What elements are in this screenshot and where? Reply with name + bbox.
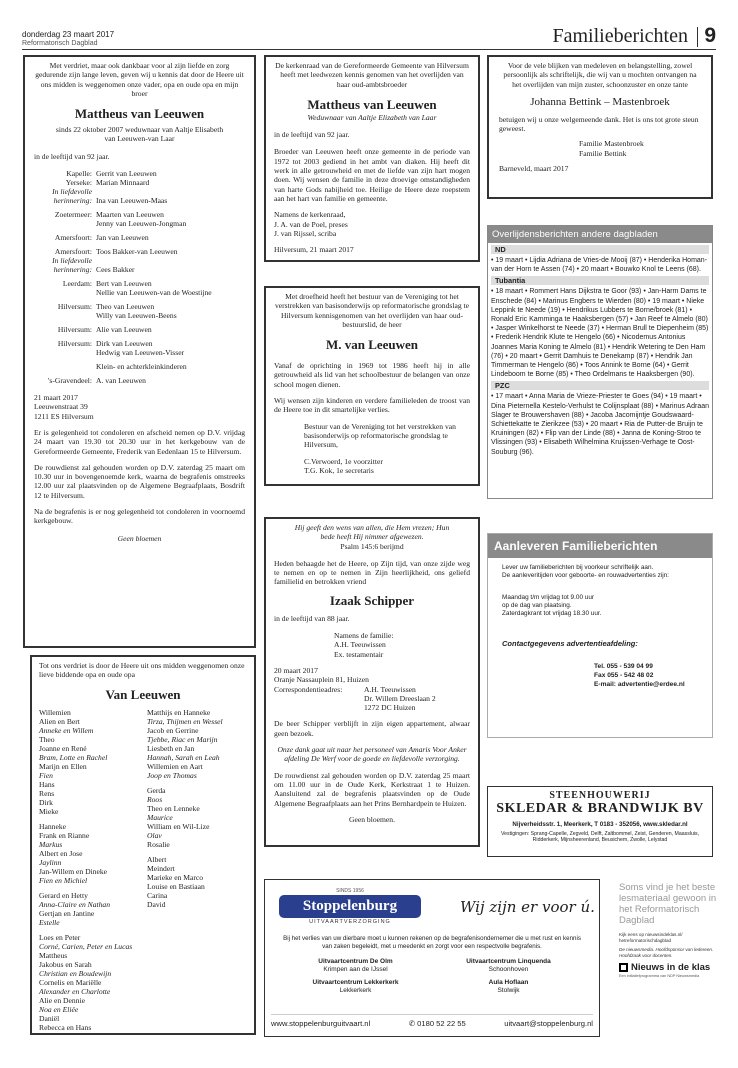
relative-names: Marian Minnaard [96,178,150,188]
obituary-source: ND [491,245,709,254]
relative-place: Hilversum: [57,325,92,335]
deceased-name: Mattheus van Leeuwen [74,106,205,122]
grandchildren-col-2 [147,708,247,1032]
submission-body [488,558,712,695]
grandchild-entry: Maurice [147,812,173,822]
signature-line: Ex. testamentair [334,649,384,659]
relative-names: Gerrit van Leeuwen [96,169,157,179]
place-date: Barneveld, maart 2017 [499,164,569,174]
section-title: Familieberichten [552,25,688,47]
grandchild-entry: Anna-Claire en Nathan [39,899,111,909]
deceased-age: in de leeftijd van 92 jaar. [274,130,350,140]
obituary-entries: • 19 maart • Lijdia Adriana de Vries-de Mooij (87) • Henderika Homan-van der Horn te Assen (74) • 20 maart • Bouwko Knol te Leens (68). [491,257,708,274]
funeral-center [432,979,585,995]
grandchild-entry: Theo en Lenneke [147,803,200,813]
grandchild-entry: Matthijs en Hanneke [147,707,211,717]
relative-place: Kapelle: [66,169,92,179]
relative-place: 's-Gravendeel: [48,376,92,386]
grandchild-entry: Meindert [147,863,175,873]
correspondence [274,685,470,713]
corr-line: 1272 DC Huizen [364,703,416,713]
grandchild-entry: Tjebbe, Riac en Marijn [147,734,218,744]
brand-banner [279,895,421,918]
relative-row [34,265,245,274]
relative-names: Dirk van Leeuwen [96,339,153,349]
since-label: SINDS 1956 [336,888,364,894]
deceased-sub: sinds 22 oktober 2007 weduwnaar van Aaltje Elisabeth van Leeuwen-van Laar [55,125,224,144]
address-block [34,393,245,421]
grandchild-entry: Alie en Dennie [39,995,85,1005]
funeral-center [432,958,585,974]
grandchild-entry: Alexander en Charlotte [39,986,111,996]
grandchild-entry: Alien en Bert [39,716,80,726]
signature [274,631,470,659]
address-line: Leeuwenstraat 39 [34,402,88,412]
obituary-source: PZC [491,381,709,390]
grandchild-entry: Christian en Boudewijn [39,968,112,978]
relative-names: Hedwig van Leeuwen-Visser [96,348,185,358]
skledar-locations: Vestigingen: Sprang-Capelle, Zegveld, Delft, Zaltbommel, Zeist, Genderen, Maassluis, Ridderkerk, Mijnsheerenland, Beusichem, Zwolle, Lelystad [500,831,700,844]
signature-line: Familie Mastenbroek [579,139,644,149]
signature [499,139,701,158]
grandchild-entry: Albert [147,854,167,864]
relative-place: Zoetermeer: [54,210,92,220]
relative-place: In liefdevolle [52,187,92,197]
center-place: Lekkerkerk [339,987,372,994]
signature-line: C.Verwoerd, 1e voorzitter [304,456,383,466]
org-signature: Bestuur van de Vereniging tot het verstrekken van basisonderwijs op reformatorische grondslag te Hilversum, [304,421,456,450]
deceased-name: Van Leeuwen [105,686,181,702]
grandchildren-col-1 [39,708,139,1032]
relative-row [34,210,245,219]
stoppelenburg-advertisement [264,879,600,1037]
grandchild-entry: Frank en Rianne [39,830,90,840]
relative-names: Theo van Leeuwen [96,302,155,312]
condolence-text: Er is gelegenheid tot condoleren en afscheid nemen op D.V. vrijdag 24 maart van 19.30 tot 20.30 uur in het kerkgebouw van de Gereformeerde Gemeente, Frederik van Eedenlaan 15 te Hilversum. [34,427,245,456]
grandchild-entry: Corné, Carien, Peter en Lucas [39,941,133,951]
promo-link[interactable]: Kijk eens op nieuwsindeklas.nl/ hetreformatorischdagblad [619,932,683,943]
death-notice-mattheus-family [23,55,256,648]
grandchild-entry: Marijn en Ellen [39,761,87,771]
slogan: Wij zijn er voor ú. [460,898,595,916]
corr-lines [364,685,436,713]
grandchild-entry: Liesbeth en Jan [147,743,195,753]
grandchild-entry: Carina [147,890,168,900]
notice-intro: De kerkenraad van de Gereformeerde Gemeente van Hilversum heeft met leedwezen kennis genomen van het overlijden van haar oud-ambtsbroeder [275,61,469,89]
grandchild-entry: Jan-Willem en Dineke [39,866,108,876]
deceased-sub: Weduwnaar van Aaltje Elizabeth van Laar [307,112,437,122]
skledar-top: STEENHOUWERIJ [549,790,651,801]
grandchild-entry: Hans [39,779,55,789]
grandchild-entry: Daniël [39,1013,60,1023]
relative-place [34,219,96,228]
phone [409,1019,466,1028]
notice-body-2: Wij wensen zijn kinderen en verdere familieleden de troost van de Heere toe in dit smartelijke verlies. [274,396,470,415]
grandchild-entry: Rebecca en Hans [39,1022,92,1032]
grandchild-entry: David [147,899,166,909]
deceased-name: M. van Leeuwen [325,337,419,353]
grandchild-entry: Olav [147,830,162,840]
bible-quote: Hij geeft den wens van allen, die Hem vrezen; Hun bede heeft Hij nimmer afgewezen. [294,523,450,542]
relative-place [34,288,96,297]
signature [274,210,470,238]
relative-names: Nellie van Leeuwen-van de Woestijne [96,288,212,298]
signature-line: Namens de kerkenraad, [274,210,346,220]
grandchild-entry: Tirza, Thijmen en Wessel [147,716,223,726]
nik-square-icon [619,963,628,972]
death-notice-church-council [264,55,480,262]
deceased-name: Johanna Bettink – Mastenbroek [530,95,670,108]
grandchild-entry: Loes en Peter [39,932,81,942]
address-line: 21 maart 2017 [34,393,78,403]
relative-place: Hilversum: [57,302,92,312]
notice-intro: Met verdriet, maar ook dankbaar voor al zijn liefde en zorg gedurende zijn lange leven, geven wij u kennis dat door de Heere uit ons midden is weggenomen onze vader, opa en oude opa en mijn broer [35,61,244,98]
grandchild-entry: Jacob en Gerrine [147,725,199,735]
grandchild-entry: Willemien [39,707,71,717]
center-place: Krimpen aan de IJssel [323,966,388,973]
submission-line: Zaterdagkrant tot vrijdag 18.30 uur. [502,610,602,617]
grandchild-entry: Hanneke [39,821,66,831]
grandchild-entry: Jaylinn [39,857,62,867]
website-link[interactable]: www.stoppelenburguitvaart.nl [271,1019,371,1028]
relative-row [34,348,245,357]
center-place: Stolwijk [497,987,520,994]
relative-place: Amersfoort: [54,233,92,243]
service-text: De rouwdienst zal gehouden worden op D.V. zaterdag 25 maart om 11.00 uur in de Oude Kerk, Kerkstraat 1 te Huizen. Aansluitend zal de begrafenis plaatsvinden op de Oude Algemene Begraafplaats aan het Prins Bernhardpein te Huizen. [274,770,470,808]
grandchild-entry: Markus [39,839,63,849]
signature-line: T.G. Kok, 1e secretaris [304,465,374,475]
skledar-advertisement [487,786,713,857]
page-number: 9 [704,24,716,47]
grandchild-entry: Gerard en Hetty [39,890,88,900]
contact-email[interactable]: E-mail: advertentie@erdee.nl [594,681,685,688]
relative-row [34,279,245,288]
death-notice-izaak-schipper [264,517,480,847]
notice-intro: Tot ons verdriet is door de Heere uit ons midden weggenomen onze lieve biddende opa en oude opa [39,661,245,680]
obituaries-list [488,245,712,457]
visit-note: De beer Schipper verblijft in zijn eigen appartement, alwaar geen bezoek. [274,719,470,738]
relative-row [34,247,245,256]
notice-intro: Met droefheid heeft het bestuur van de Vereniging tot het verstrekken van basisonderwijs op reformatorische grondslag te Hilversum kennisgenomen van het overlijden van haar oud-bestuurslid, de heer [274,292,469,329]
grandchild-entry: Noa en Eliëe [39,1004,79,1014]
signature [274,457,470,476]
funeral-center [279,958,432,974]
header-divider [697,27,698,47]
submission-title: Aanleveren Familieberichten [488,534,712,558]
header-paper: Reformatorisch Dagblad [22,40,98,47]
grandchild-entry: Roos [147,794,163,804]
brand-name: Stoppelenburg [302,898,398,914]
centers-grid [279,958,585,995]
notice-intro: Heden behaagde het de Heere, op Zijn tijd, van onze zijde weg te nemen en op te nemen in Zijn heerlijkheid, ons geliefd familielid en betrokken vriend [274,558,470,587]
funeral-center [279,979,432,995]
grandchild-entry: Albert en Jose [39,848,83,858]
grandchild-entry: Fien [39,770,53,780]
phone-icon: ✆ [408,1019,418,1028]
relative-names: Bert van Leeuwen [96,279,152,289]
address-line: 1211 ES Hilversum [34,411,94,421]
relative-row [34,302,245,311]
signature-line: Familie Bettink [579,148,627,158]
relative-names: Klein- en achterkleinkinderen [96,362,187,372]
relative-names: A. van Leeuwen [96,376,146,386]
relative-row [34,325,245,334]
grandchild-entry: Hannah, Sarah en Leah [147,752,220,762]
header-rule [22,49,716,50]
grandchildren-columns [39,708,247,1032]
obituary-entries: • 17 maart • Anna Maria de Vrieze-Priester te Goes (94) • 19 maart • Dina Pieternella Kestelo-Verhulst te Colijnsplaat (88) • Marinus Adraan Slager te Brouwershaven (88) • Jacoba Jacomijntje Goudswaard-Schiettekatte te Zierikzee (53) • 20 maart • Ria de Putter-de Bruijn te Kruiningen (82) • Flip van der Linde (88) • Janna de Koning-Stroo te Vlissingen (93) • Elisabeth Wilhelmina Kruijssen-Verhage te Oost-Souburg (96). [491,393,710,456]
after-text: Na de begrafenis is er nog gelegenheid tot condoleren in voornoemd kerkgebouw. [34,507,245,526]
service-text: De rouwdienst zal gehouden worden op D.V. zaterdag 25 maart om 10.30 uur in bovengenoemde kerk, waarna de begrafenis omstreeks 12.00 uur zal plaatsvinden op de Algemene Begraafplaats, Bosdrift 12 te Hilversum. [34,462,245,500]
relative-names [96,256,245,265]
grandchild-entry: Theo [39,734,55,744]
psalm-ref: Psalm 145:6 berijmd [340,541,404,551]
deceased-name: Izaak Schipper [329,592,415,608]
center-name: Uitvaartcentrum Lekkerkerk [312,979,399,986]
contact-phone: Tel. 055 - 539 04 99 [594,663,653,670]
notice-intro: Voor de vele blijken van medeleven en belangstelling, zowel persoonlijk als schriftelijk, die wij van u mochten ontvangen na het overlijden van mijn zuster, schoonzuster en onze tante [503,61,697,89]
header-date: donderdag 23 maart 2017 [22,30,115,39]
relative-names: Jan van Leeuwen [96,233,149,243]
relative-place: Yerseke: [65,178,92,188]
relative-names: Cees Bakker [96,265,135,275]
grandchild-entry: Marieke en Marco [147,872,204,882]
skledar-address: Nijverheidsstr. 1, Meerkerk, T 0183 - 352056, www.skledar.nl [512,821,688,828]
home-address: Oranje Nassauplein 81, Huizen [274,675,369,685]
grandchild-entry: Rosalie [147,839,170,849]
relative-row [34,187,245,196]
obituaries-header: Overlijdensberichten andere dagbladen [488,226,712,243]
relative-row [34,311,245,320]
corr-line: A.H. Teeuwissen [364,684,416,694]
center-name: Uitvaartcentrum Linquenda [466,958,551,965]
grandchild-entry: Joanne en René [39,743,87,753]
grandchild-entry: Dirk [39,797,53,807]
grandchild-entry: Louise en Bastiaan [147,881,205,891]
relative-row [34,178,245,187]
brand-tagline: UITVAARTVERZORGING [309,919,391,925]
corr-label: Correspondentieadres: [274,684,343,694]
contact-bar [271,1014,593,1028]
relative-row [34,339,245,348]
relative-place: Hilversum: [57,339,92,349]
nik-brand-name: Nieuws in de klas [631,962,711,973]
grandchild-entry: Joop en Thomas [147,770,197,780]
deceased-age: in de leeftijd van 92 jaar. [34,151,110,161]
stoppelenburg-logo [279,888,421,928]
relative-row [34,196,245,205]
deceased-name: Mattheus van Leeuwen [307,96,437,112]
signature-line: Namens de familie: [334,631,394,641]
grandchild-entry: Gerda [147,785,166,795]
contact-fax: Fax 055 - 542 48 02 [594,672,654,679]
signature-line: J. van Rijssel, scriba [274,228,337,238]
relative-place [34,348,96,357]
relative-row [34,362,245,371]
relative-row [34,256,245,265]
relative-row [34,288,245,297]
closing-text: Geen bloemen. [349,814,395,824]
relative-names: Willy van Leeuwen-Beens [96,311,177,321]
grandchild-entry: Anneke en Willem [39,725,94,735]
obituary-entries: • 18 maart • Rommert Hans Dijkstra te Goor (93) • Jan-Harm Dams te Enschede (84) • Marinus Engbers te Wierden (80) • 19 maart • Nieke Leppink te Neede (19) • Hendrikus Lubbers te Borne/broek (81) • Ronald Eric Kamminga te Haaksbergen (57) • Jan Reef te Almelo (80) • Jasper Winkelhorst te Neede (37) • Herman Brull te Diepenheim (85) • Frederik Hendrik Klute te Hengelo (66) • Nicodemus Antonius Joannes Maria Koning te Almelo (81) • Hendrik Wetering te Den Ham (76) • 20 maart • Gerrit Damhuis te Denekamp (87) • Hendrik Jan Timmerman te Hengelo (86) • Toos Annink te Borne (64) • Gerrit Lindeboom te Borne (85) • Theo Ordelmans te Haaksbergen (90). [491,288,709,379]
place-date: Hilversum, 21 maart 2017 [274,245,354,255]
relatives-list [34,169,245,385]
relative-row [34,376,245,385]
grandchild-entry: Willemien en Aart [147,761,203,771]
relative-place: herinnering: [53,196,92,206]
deceased-age: in de leeftijd van 88 jaar. [274,613,350,623]
relative-place [34,311,96,320]
grandchild-entry: Jakobus en Sarah [39,959,92,969]
grandchild-entry: William en Wil-Lize [147,821,210,831]
relative-names: Toos Bakker-van Leeuwen [96,247,178,257]
thank-you-notice-bettink [487,55,713,199]
closing-text: Geen bloemen [117,533,162,543]
signature-line: A.H. Teeuwissen [334,640,386,650]
relative-names [96,187,245,196]
relative-place: Amersfoort: [54,247,92,257]
relative-row [34,169,245,178]
submission-line: Maandag t/m vrijdag tot 9.00 uur [502,594,595,601]
relative-names: Ina van Leeuwen-Maas [96,196,168,206]
skledar-name: SKLEDAR & BRANDWIJK BV [496,801,704,816]
relative-names: Maarten van Leeuwen [96,210,164,220]
grandchild-entry: Rens [39,788,55,798]
notice-body: betuigen wij u onze welgemeende dank. Het is ons tot grote steun geweest. [499,114,699,134]
grandchild-entry: Mattheus [39,950,68,960]
center-name: Aula Hoflaan [488,979,529,986]
relative-row [34,233,245,242]
center-name: Uitvaartcentrum De Olm [318,958,393,965]
relative-place: herinnering: [53,265,92,275]
relative-place: In liefdevolle [52,256,92,266]
grandchild-entry: Gertjan en Jantine [39,908,95,918]
corr-line: Dr. Willem Dreeslaan 2 [364,693,436,703]
phone-number: 0180 52 22 55 [417,1019,466,1028]
signature-line: J. A. van de Poel, preses [274,219,348,229]
grandchild-entry: Bram, Lotte en Rachel [39,752,108,762]
promo-text: Soms vind je het beste lesmateriaal gewoon in het Reformatorisch Dagblad [619,882,717,926]
death-notice-school-board [264,286,480,486]
grandchild-entry: Cornelis en Mariëlle [39,977,102,987]
contact-label: Contactgegevens advertentieafdeling: [502,639,638,648]
relative-place: Leerdam: [62,279,92,289]
notice-body: Vanaf de oprichting in 1969 tot 1986 heeft hij in alle getrouwheid als lid van het schoolbestuur de belangen van onze school mogen dienen. [274,361,470,389]
grandchild-entry: Estelle [39,917,60,927]
ad-text: Bij het verlies van uw dierbare moet u kunnen rekenen op de begrafenisondernemer die u met rust en kennis van zaken begeleidt, met u meedenkt en zorgt voor een respectvolle begrafenis. [283,935,581,950]
notice-body: Broeder van Leeuwen heeft onze gemeente in de periode van 1972 tot 2003 gediend in het ambt van diaken. Hij heeft dit werk in alle getrouwheid en met de liefde van zijn hart mogen doen. Wij wensen de familie in deze droevige omstandigheden van harte Gods nabijheid toe. Heilige de Heere deze roepstem aan het hart van familie en gemeente. [274,147,470,203]
nik-brand-sub: Een initiatiefprogramma van NDP Nieuwsmedia [619,974,700,978]
thanks-note: Onze dank gaat uit naar het personeel van Amaris Voor Anker afdeling De Werf voor de goede en liefdevolle verzorging. [277,745,467,764]
death-notice-van-leeuwen-grandchildren [30,655,256,1035]
submission-info [487,533,713,738]
obituary-source: Tubantia [491,276,709,285]
relative-names: Jenny van Leeuwen-Jongman [96,219,187,229]
promo-sponsor: De nieuwsmedia. Hoofdsponsor van ledereen. Hoofdzaak voor docenten. [619,947,714,958]
relative-row [34,219,245,228]
notice-date: 20 maart 2017 [274,665,318,675]
submission-line: Lever uw familieberichten bij voorkeur schriftelijk aan. [502,564,654,571]
nik-brand [619,962,719,973]
submission-line: De aanleveritijden voor geboorte- en rouwadvertenties zijn: [502,572,669,579]
obituaries-other-papers [487,225,713,499]
relative-place [34,362,96,371]
grandchild-entry: Fien en Michiel [39,875,88,885]
grandchild-entry: Mieke [39,806,59,816]
email-link[interactable]: uitvaart@stoppelenburg.nl [504,1019,593,1028]
nieuws-in-de-klas-ad [619,882,719,1032]
relative-names: Alie van Leeuwen [96,325,152,335]
center-place: Schoonhoven [488,966,529,973]
submission-line: op de dag van plaatsing. [502,602,572,609]
